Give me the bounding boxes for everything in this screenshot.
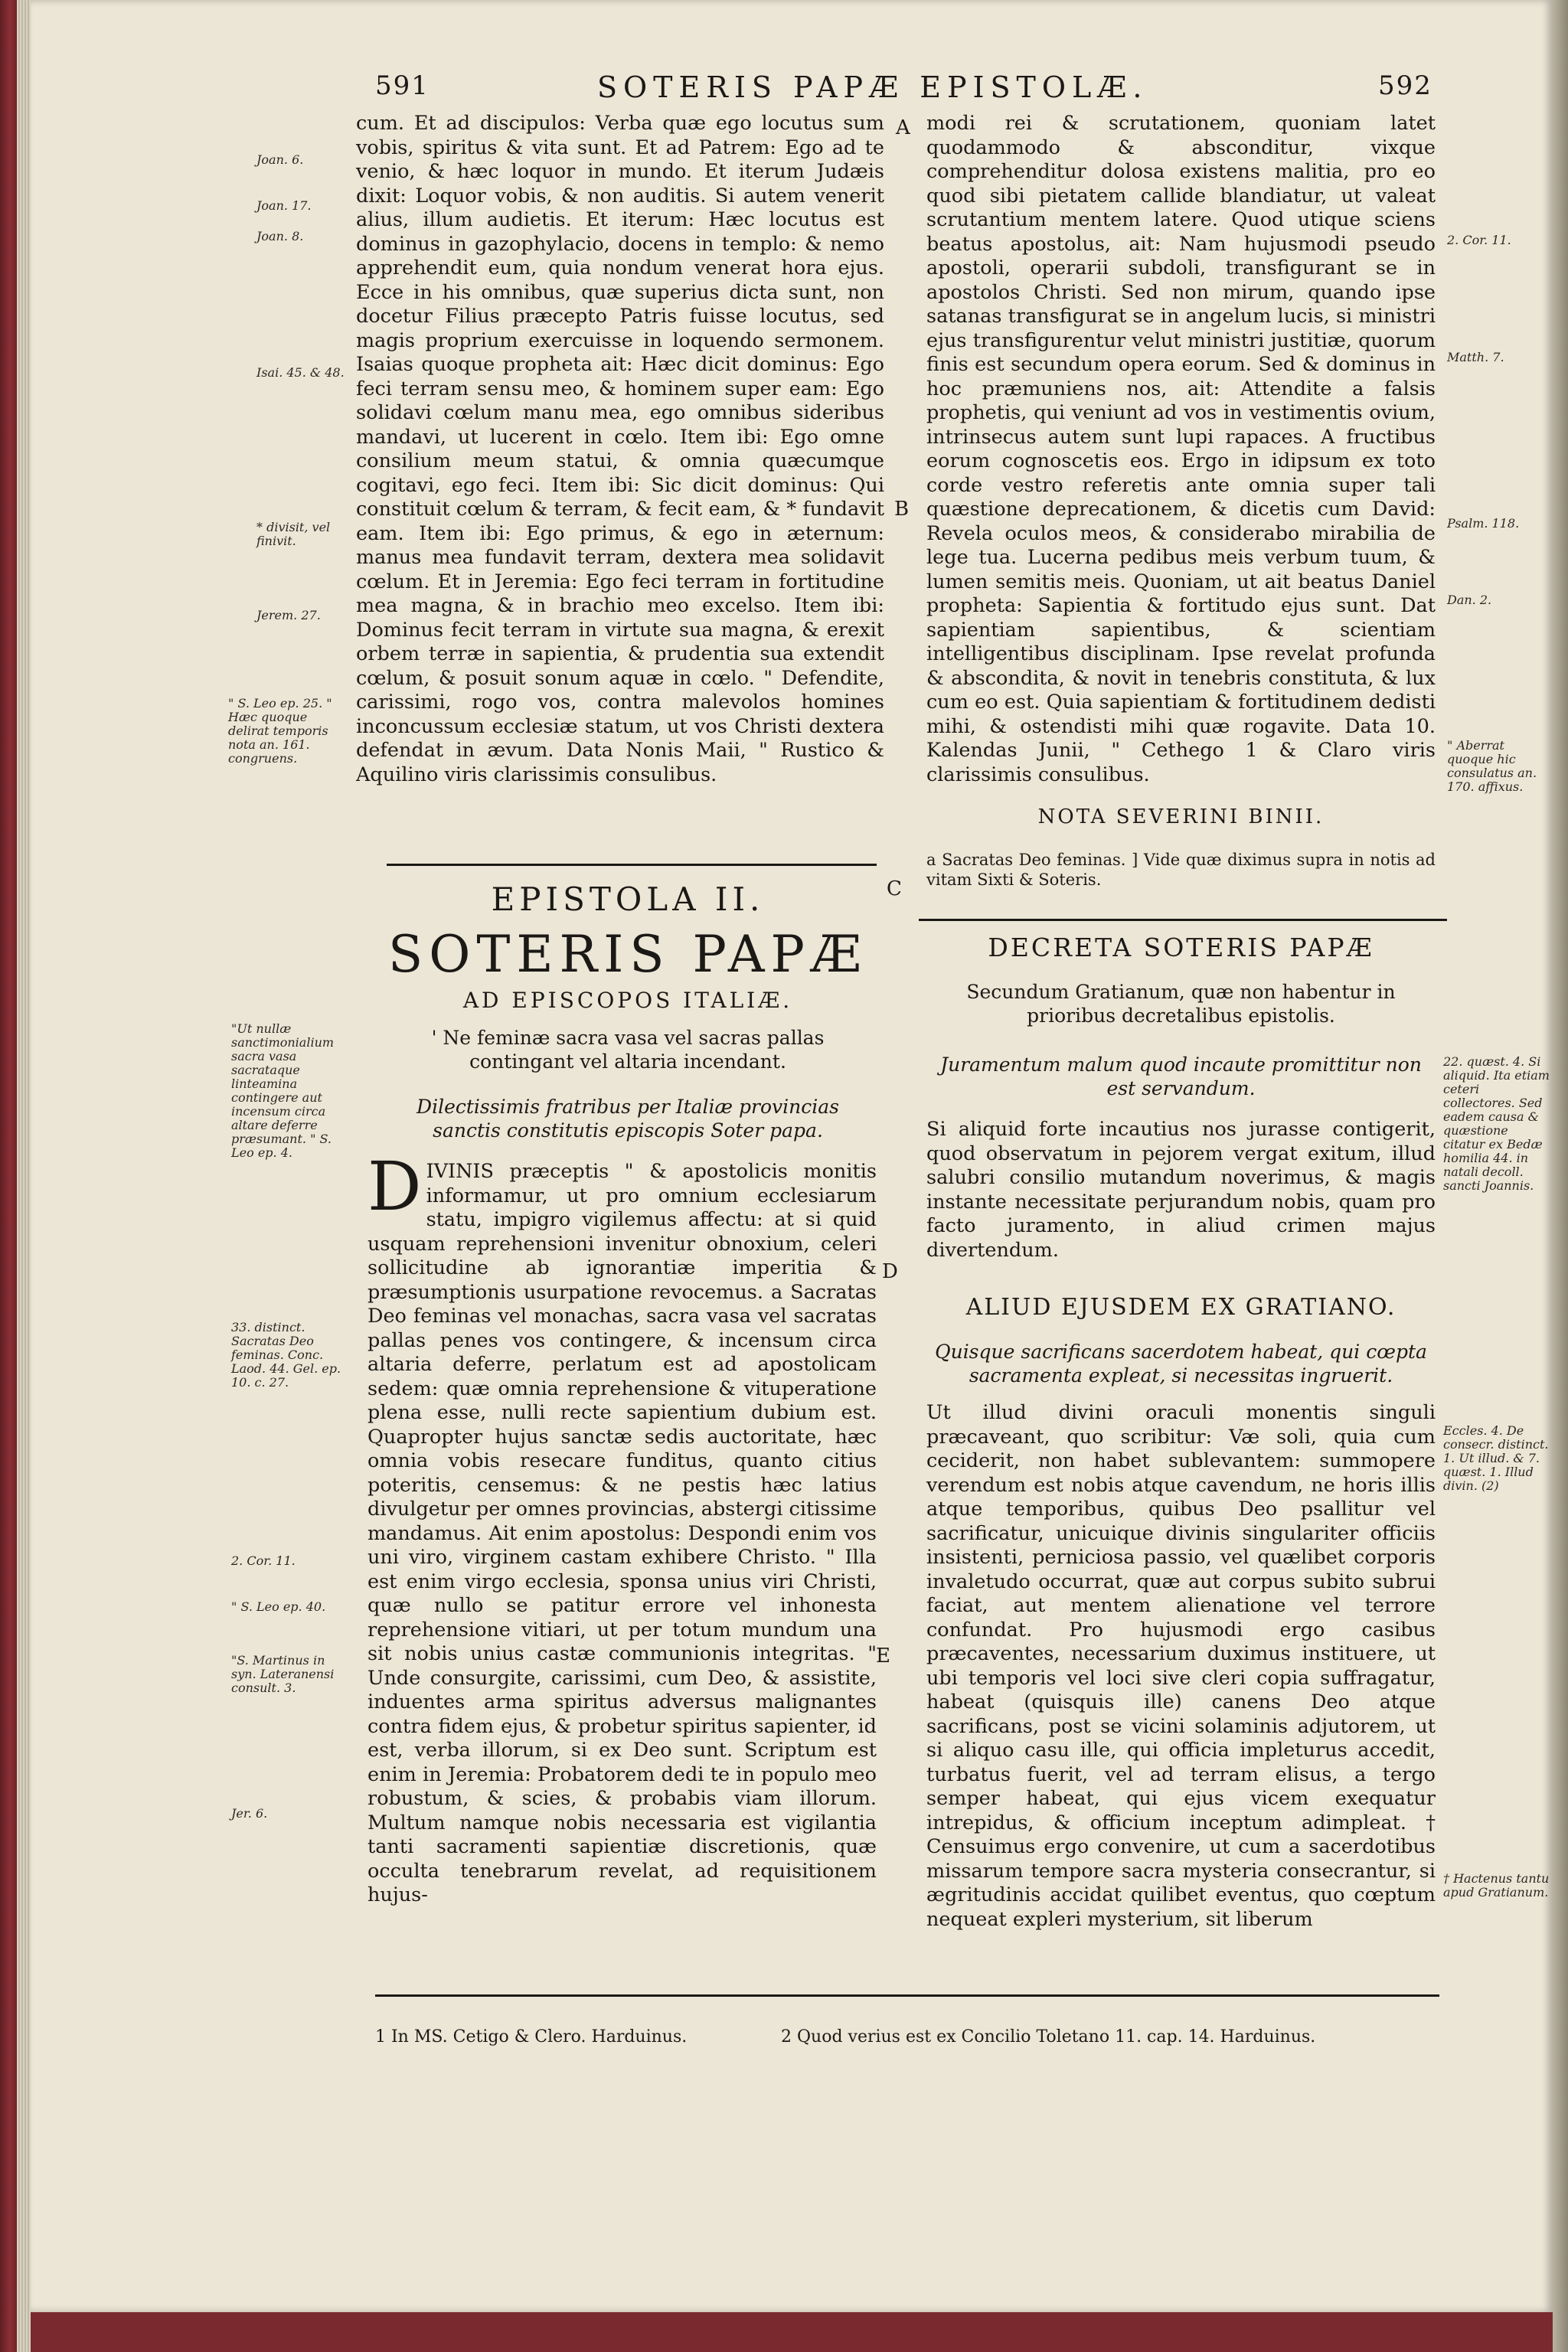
right-page-edge xyxy=(1553,0,1568,2352)
decreta-paragraph-1 xyxy=(926,1118,1436,1263)
decreta-paragraph-2 xyxy=(926,1401,1436,1932)
decreta-heading-2: ALIUD EJUSDEM EX GRATIANO. xyxy=(965,1294,1396,1321)
decreta-paragraph-1-text: Si aliquid forte incautius nos jurasse contigerit, quod observatum in pejorem vergat exitum, illud salubri consilio mutandum noverimus, & magis instante necessitate perjurandum nobis, quam pro facto juramento, in aliud crimen majus divertendum. xyxy=(926,1118,1436,1262)
epistola-label: EPISTOLA II. xyxy=(491,880,765,918)
right-margin-note-1: 22. quæst. 4. Si aliquid. Ita etiam ceteri collectores. Sed eadem causa & quæstione citatur ex Bedæ homilia 44. in natali decoll. sancti Joannis. xyxy=(1443,1054,1550,1193)
right-margin-ref-2: Matth. 7. xyxy=(1447,350,1504,364)
decreta-heading-3: Quisque sacrificans sacerdotem habeat, qui cœpta sacramenta expleat, si necessitas ingruerit. xyxy=(935,1341,1427,1387)
left-margin-ref-6: Jerem. 27. xyxy=(256,608,321,622)
left-margin-note-6: Jer. 6. xyxy=(231,1806,268,1821)
drop-cap: D xyxy=(368,1147,422,1226)
right-margin-ref-4: Dan. 2. xyxy=(1447,593,1492,607)
column-letter-d: D xyxy=(882,1260,898,1283)
nota-heading: NOTA SEVERINI BINII. xyxy=(1037,805,1325,828)
right-margin-note-3: † Hactenus tantu apud Gratianum. xyxy=(1443,1871,1550,1900)
decreta-intro: Secundum Gratianum, quæ non habentur in prioribus decretalibus epistolis. xyxy=(966,981,1396,1027)
right-column-top-text: modi rei & scrutationem, quoniam latet quodammodo & absconditur, vixque comprehenditur dolosa existens malitia, pro eo quod sibi pietatem callide blandiatur, ut valeat scrutantium mentem latere. Quod utique sciens beatus apostolus, ait: Nam hujusmodi pseudo apostoli, operarii subdoli, transfigurant se in apostolos Christi. Sed non mirum, quando ipse satanas transfigurat se in angelum lucis, si ministri ejus transfigurentur velut ministri justitiæ, quorum finis est secundum opera eorum. Sed & dominus in hoc præmuniens nos, ait: Attendite a falsis prophetis, qui veniunt ad vos in vestimentis ovium, intrinsecus autem sunt lupi rapaces. A fructibus eorum cognoscetis eos. Ergo in idipsum ex toto corde vestro referetis ante omnia super tali quæstione deprecationem, & dicetis cum David: Revela oculos meos, & considerabo mirabilia de lege tua. Lucerna pedibus meis verbum tuum, & lumen semitis meis. Quoniam, ut ait beatus Daniel propheta: Sapientia & fortitudo ejus sunt. Dat sapientiam sapientibus, & scientiam intelligentibus disciplinam. Ipse revelat profunda & abscondita, & novit in tenebris constituta, & lux cum eo est. Quia sapientiam & fortitudinem dedisti mihi, & ostendisti mihi quæ rogavite. Data 10. Kalendas Junii, " Cethego 1 & Claro viris clarissimis consulibus. xyxy=(926,112,1436,786)
left-column-top-text: cum. Et ad discipulos: Verba quæ ego locutus sum vobis, spiritus & vita sunt. Et ad Patrem: Ego ad te venio, & hæc loquor in mundo. Et iterum Judæis dixit: Loquor vobis, & non auditis. Si autem venerit alius, illum audietis. Et iterum: Hæc locutus est dominus in gazophylacio, docens in templo: & nemo apprehendit eum, quia nondum venerat hora ejus. Ecce in his omnibus, quæ superius dicta sunt, non docetur Filius præcepto Patris fuisse locutus, sed magis proprium exercuisse in loquendo sermonem. Isaias quoque propheta ait: Hæc dicit dominus: Ego feci terram sensu meo, & hominem super eam: Ego solidavi cœlum manu mea, ego omnibus sideribus mandavi, ut lucerent in cœlo. Item ibi: Ego omne consilium meum statui, & omnia quæcumque cogitavi, ego feci. Item ibi: Sic dicit dominus: Qui constituit cœlum & terram, & fecit eam, & * fundavit eam. Item ibi: Ego primus, & ego in æternum: manus mea fundavit terram, dextera mea solidavit cœlum. Et in Jeremia: Ego feci terram in fortitudine mea magna, & in brachio meo excelso. Item ibi: Dominus fecit terram in virtute sua magna, & erexit orbem terræ in sapientia, & prudentia sua extendit cœlum, & posuit sonum aquæ in cœlo. " Defendite, carissimi, rogo vos, contra malevolos homines inconcussum ecclesiæ statum, ut vos Christi dextera defendat in ævum. Data Nonis Maii, " Rustico & Aquilino viris clarissimis consulibus. xyxy=(356,112,884,786)
page-edges xyxy=(17,0,31,2352)
left-column-top xyxy=(356,112,884,787)
running-title: SOTERIS PAPÆ EPISTOLÆ. xyxy=(597,70,1148,104)
epistola-argument: ' Ne feminæ sacra vasa vel sacras pallas contingant vel altaria incendant. xyxy=(431,1027,825,1073)
left-margin-ref-3: Joan. 8. xyxy=(256,229,304,243)
epistola-address: Dilectissimis fratribus per Italiæ provincias sanctis constitutis episcopis Soter papa. xyxy=(416,1096,839,1142)
left-margin-ref-4: Isai. 45. & 48. xyxy=(256,365,345,380)
book-cover xyxy=(0,0,17,2352)
decreta-title: DECRETA SOTERIS PAPÆ xyxy=(988,933,1374,962)
left-margin-note-5: "S. Martinus in syn. Lateranensi consult. 3. xyxy=(231,1653,335,1695)
nota-text: a Sacratas Deo feminas. ] Vide quæ diximus supra in notis ad vitam Sixti & Soteris. xyxy=(926,851,1436,889)
left-margin-note-1: "Ut nullæ sanctimonialium sacra vasa sacrataque linteamina contingere aut incensum circa altare deferre præsumant. " S. Leo ep. 4. xyxy=(231,1021,335,1160)
right-page-number: 592 xyxy=(1378,70,1432,101)
column-letter-e: E xyxy=(876,1645,890,1668)
footnote-rule xyxy=(375,1994,1439,1997)
column-letter-a: A xyxy=(896,116,910,139)
left-margin-note-4: " S. Leo ep. 40. xyxy=(231,1599,326,1614)
left-page-number: 591 xyxy=(375,70,430,101)
right-margin-ref-1: 2. Cor. 11. xyxy=(1447,233,1511,247)
epistola-subtitle: AD EPISCOPOS ITALIÆ. xyxy=(462,988,793,1013)
epistola-body-text: IVINIS præceptis " & apostolicis monitis informamur, ut pro omnium ecclesiarum statu, impigro vigilemus affectu: at si quid usquam reprehensioni invenitur obnoxium, celeri sollicitudine ab ignorantiæ imperitia & præsumptionis usurpatione revocemus. a Sacratas Deo feminas vel monachas, sacra vasa vel sacratas pallas penes vos contingere, & incensum circa altaria deferre, perlatum est ad apostolicam sedem: quæ omnia reprehensione & vituperatione plena esse, nulli recte sapientium dubium est. Quapropter hujus sanctæ sedis auctoritate, hæc omnia vobis resecare funditus, quanto citius poteritis, censemus: & ne pestis hæc latius divulgetur per omnes provincias, abstergi citissime mandamus. Ait enim apostolus: Despondi enim vos uni viro, virginem castam exhibere Christo. " Illa est enim virgo ecclesia, sponsa unius viri Christi, quæ nullo se patitur errore vel inhonesta reprehensione vitiari, ut per totum mundum una sit nobis unius castæ communionis integritas. " Unde consurgite, carissimi, cum Deo, & assistite, induentes arma spiritus adversus malignantes contra fidem ejus, & probetur spiritus sapienter, id est, verba illorum, si ex Deo sunt. Scriptum est enim in Jeremia: Probatorem dedi te in populo meo robustum, & scies, & probabis viam illorum. Multum namque nobis necessaria est vigilantia tanti sacramenti sapientiæ discretionis, quæ occulta tenebrarum revelat, ad requisitionem hujus- xyxy=(368,1160,877,1906)
book-page xyxy=(31,0,1553,2312)
epistola-body xyxy=(368,1147,877,1908)
decreta-paragraph-2-text: Ut illud divini oraculi monentis singuli præcaveant, quo scribitur: Væ soli, quia cum ceciderit, non habet sublevantem: summopere verendum est nobis atque cavendum, ne horis illis atque temporibus, quibus Deo psallitur vel sacrificatur, unicuique divinis singulariter officiis insistenti, perniciosa passio, vel quælibet corporis invaletudo occurrat, quæ aut corpus subito subrui faciat, aut mentem alienatione vel terrore confundat. Pro hujusmodi ergo casibus præcaventes, necessarium duximus instituere, ut ubi temporis vel loci sive cleri copia suffragatur, habeat (quisquis ille) canens Deo atque sacrificans, post se vicini solaminis adjutorem, ut si aliquo casu ille, qui officia impleturus accedit, turbatus fuerit, vel ad terram elisus, a tergo semper habeat, qui ejus vicem exequatur intrepidus, & officium inceptum adimpleat. † Censuimus ergo convenire, ut cum a sacerdotibus missarum tempore sacra mysteria consecrantur, si ægritudinis accidat quilibet eventus, quo cœptum nequeat expleri mysterium, sit liberum xyxy=(926,1401,1436,1931)
epistola-title: SOTERIS PAPÆ xyxy=(388,925,867,984)
left-margin-note-3: 2. Cor. 11. xyxy=(231,1553,296,1568)
right-margin-ref-5: " Aberrat quoque hic consulatus an. 170. affixus. xyxy=(1447,738,1537,794)
column-letter-b: B xyxy=(894,498,910,521)
left-margin-ref-1: Joan. 6. xyxy=(256,152,304,167)
footnote-left: 1 In MS. Cetigo & Clero. Harduinus. xyxy=(375,2027,688,2047)
right-margin-ref-3: Psalm. 118. xyxy=(1447,516,1520,531)
decreta-heading-1: Juramentum malum quod incaute promittitur non est servandum. xyxy=(940,1054,1422,1099)
right-margin-note-2: Eccles. 4. De consecr. distinct. 1. Ut illud. & 7. quæst. 1. Illud divin. (2) xyxy=(1443,1423,1549,1493)
left-margin-note-2: 33. distinct. Sacratas Deo feminas. Conc. Laod. 44. Gel. ep. 10. c. 27. xyxy=(231,1320,341,1390)
footnote-right: 2 Quod verius est ex Concilio Toletano 11. cap. 14. Harduinus. xyxy=(781,2027,1316,2047)
left-margin-ref-5: * divisit, vel finivit. xyxy=(256,520,331,548)
section-rule-left xyxy=(387,864,877,866)
right-column-top xyxy=(926,112,1436,787)
column-letter-c: C xyxy=(887,877,902,900)
left-margin-ref-2: Joan. 17. xyxy=(256,198,312,213)
cover-bottom xyxy=(31,2312,1553,2352)
left-margin-ref-7: " S. Leo ep. 25. " Hæc quoque delirat temporis nota an. 161. congruens. xyxy=(228,696,332,766)
section-rule-right xyxy=(919,919,1447,921)
